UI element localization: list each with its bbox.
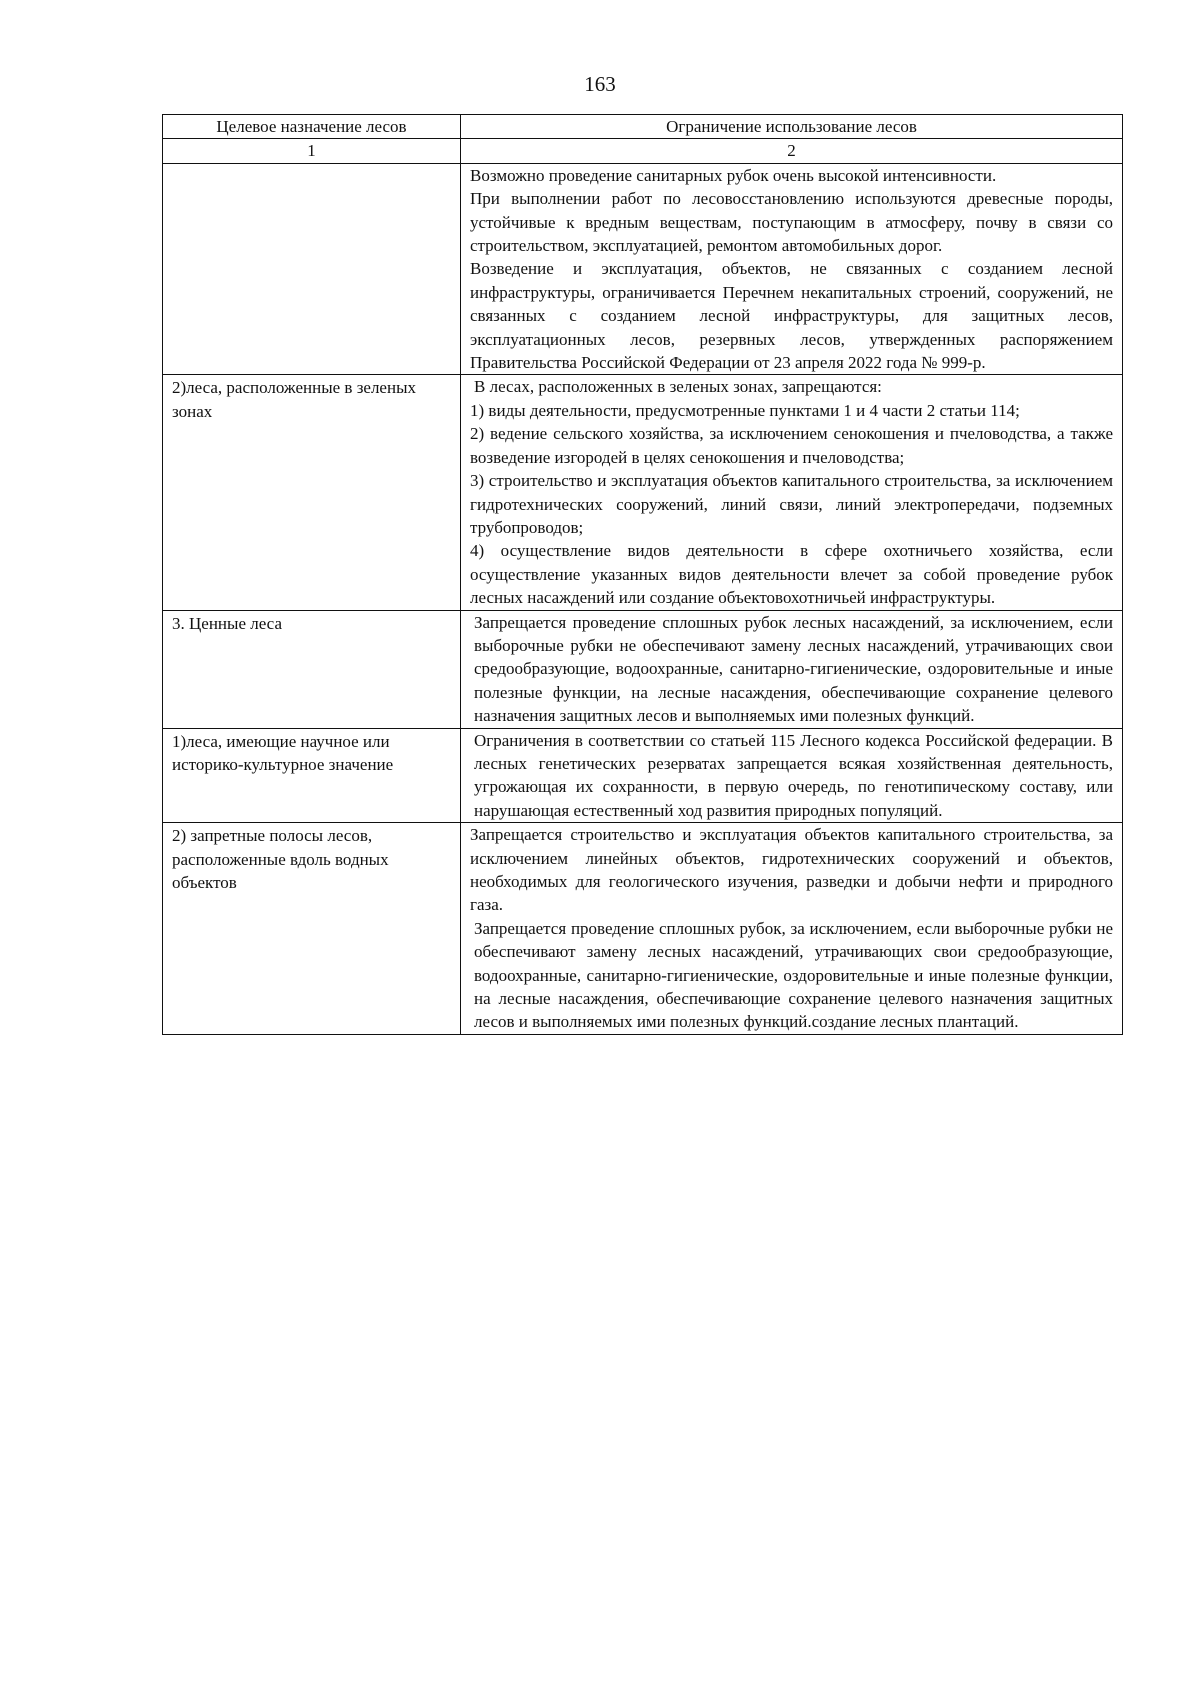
row-purpose-cell: [163, 823, 461, 1035]
restriction-paragraph: Запрещается проведение сплошных рубок, за исключением, если выборочные рубки не обеспечивают замену лесных насаждений, утрачивающих свои средообразующие, водоохранные, санитарно-гигиенические, оздоровительные и иные полезные функции, на лесные насаждения, обеспечивающие сохранение целевого назначения защитных лесов и выполняемых ими полезных функций.создание лесных плантаций.: [474, 918, 1113, 1032]
page-number: 163: [584, 72, 616, 96]
header-forest-purpose: Целевое назначение лесов: [163, 115, 461, 139]
row-purpose-cell: [163, 375, 461, 610]
header-forest-use-restriction: Ограничение использование лесов: [461, 115, 1123, 139]
row-purpose-cell: [163, 163, 461, 375]
table-row: [163, 728, 1123, 823]
row-purpose-cell: [163, 728, 461, 823]
table-header-row: [163, 115, 1123, 139]
row-purpose-text: [172, 164, 451, 165]
table-row: [163, 823, 1123, 1035]
row-restriction-cell: [461, 163, 1123, 375]
table-row: [163, 163, 1123, 375]
restriction-list-item: 4) осуществление видов деятельности в сфере охотничьего хозяйства, если осуществление указанных видов деятельности влечет за собой проведение рубок лесных насаждений или создание объектовохотничьей инфраструктуры.: [470, 541, 1113, 608]
forest-restrictions-table: [162, 114, 1123, 1035]
restriction-paragraph: Ограничения в соответствии со статьей 115 Лесного кодекса Российской федерации. В лесных генетических резерватах запрещается всякая хозяйственная деятельность, угрожающая их сохранности, в первую очередь, по генотипическому составу, или нарушающая естественный ход развития природных популяций.: [474, 730, 1113, 820]
restriction-paragraph: Запрещается строительство и эксплуатация объектов капитального строительства, за исключением линейных объектов, гидротехнических сооружений и объектов, необходимых для геологического изучения, разведки и добычи нефти и природного газа.: [470, 825, 1113, 915]
restriction-paragraph: При выполнении работ по лесовосстановлению используются древесные породы, устойчивые к вредным веществам, поступающим в атмосферу, почву в связи со строительством, эксплуатацией, ремонтом автомобильных дорог.: [470, 189, 1113, 256]
column-number-1: 1: [163, 139, 461, 163]
restriction-list-item: 2) ведение сельского хозяйства, за исключением сенокошения и пчеловодства, а также возведение изгородей в целях сенокошения и пчеловодства;: [470, 424, 1113, 467]
restriction-paragraph: Возможно проведение санитарных рубок очень высокой интенсивности.: [470, 165, 997, 185]
restriction-list-item: 1) виды деятельности, предусмотренные пунктами 1 и 4 части 2 статьи 114;: [470, 400, 1020, 420]
table-row: [163, 375, 1123, 610]
restriction-paragraph: В лесах, расположенных в зеленых зонах, запрещаются:: [474, 377, 882, 397]
row-restriction-cell: [461, 728, 1123, 823]
row-purpose-cell: [163, 610, 461, 728]
row-purpose-text: 1)леса, имеющие научное или историко-культурное значение: [172, 731, 394, 774]
table-row: [163, 610, 1123, 728]
restriction-list-item: 3) строительство и эксплуатация объектов капитального строительства, за исключением гидротехнических сооружений, линий связи, линий электропередачи, подземных трубопроводов;: [470, 471, 1113, 537]
row-purpose-text: 2)леса, расположенные в зеленых зонах: [172, 378, 417, 421]
restriction-paragraph: Запрещается проведение сплошных рубок лесных насаждений, за исключением, если выборочные рубки не обеспечивают замену лесных насаждений, утрачивающих свои средообразующие, водоохранные, санитарно-гигиенические, оздоровительные и иные полезные функции, на лесные насаждения, обеспечивающие сохранение целевого назначения защитных лесов и выполняемых ими полезных функций.: [474, 612, 1113, 726]
row-restriction-cell: [461, 375, 1123, 610]
restriction-paragraph: Возведение и эксплуатация, объектов, не связанных с созданием лесной инфраструктуры, ограничивается Перечнем некапитальных строений, сооружений, не связанных с созданием лесной инфраструктуры, для защитных лесов, эксплуатационных лесов, резервных лесов, утвержденных распоряжением Правительства Российской Федерации от 23 апреля 2022 года № 999-р.: [470, 259, 1113, 373]
row-restriction-cell: [461, 610, 1123, 728]
row-purpose-text: 3. Ценные леса: [172, 613, 282, 633]
row-restriction-cell: [461, 823, 1123, 1035]
column-number-2: 2: [461, 139, 1123, 163]
row-purpose-text: 2) запретные полосы лесов, расположенные вдоль водных объектов: [172, 826, 389, 892]
column-number-row: [163, 139, 1123, 163]
